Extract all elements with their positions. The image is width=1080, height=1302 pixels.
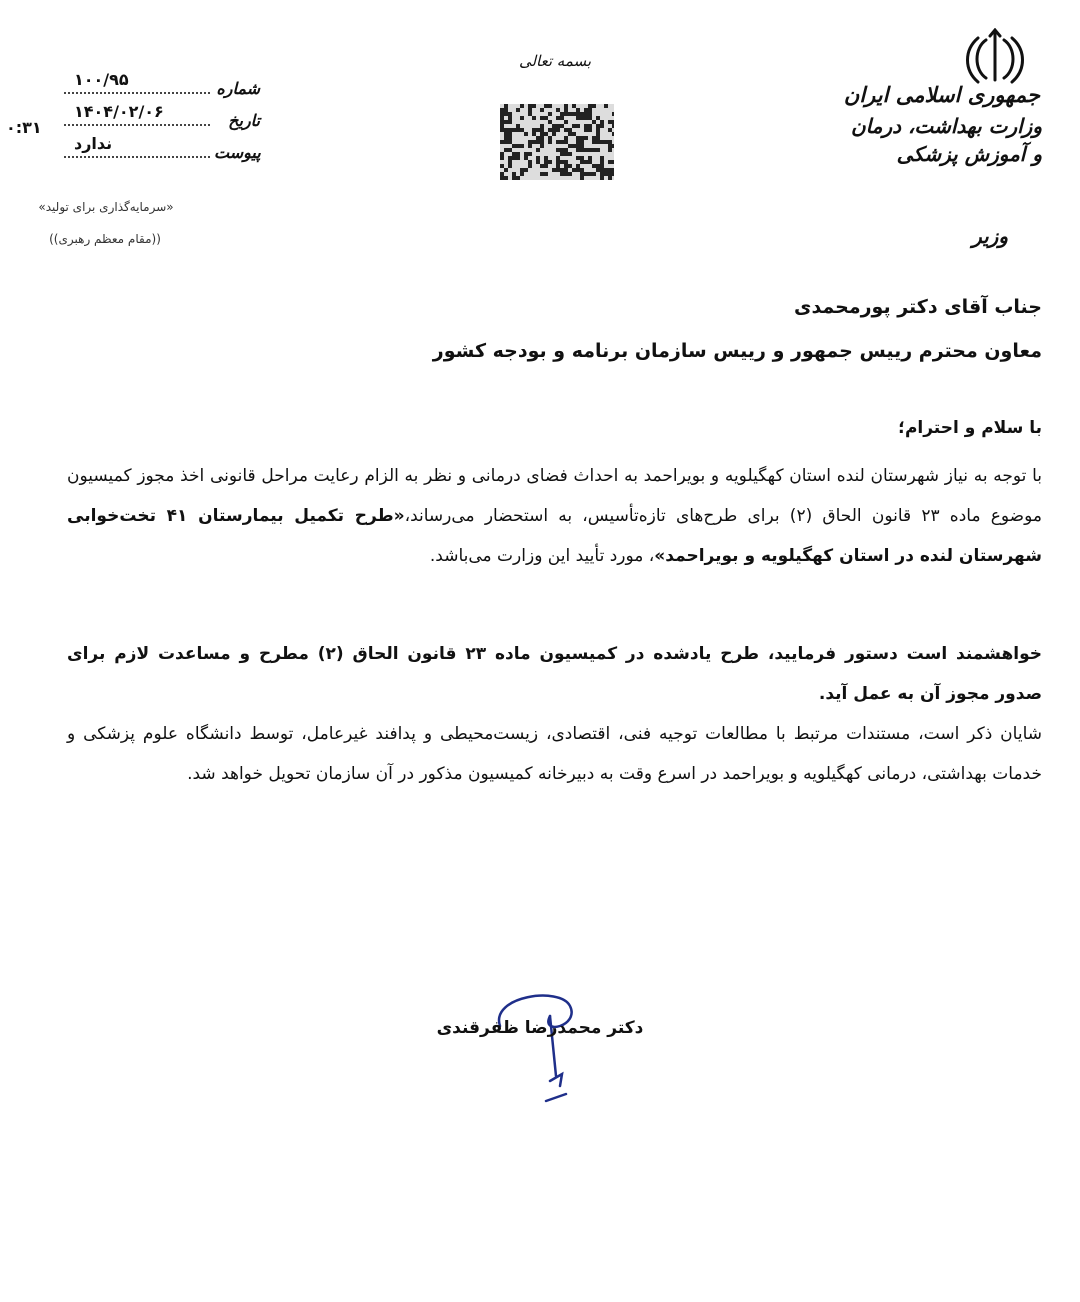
- ministry-name: وزارت بهداشت، درمان و آموزش پزشکی: [850, 114, 1042, 166]
- paragraph-1: [67, 456, 1042, 576]
- iran-emblem-icon: [960, 28, 1030, 88]
- greeting: با سلام و احترام؛: [898, 418, 1042, 438]
- number-label: شماره: [216, 79, 260, 98]
- slogan-source: ((مقام معظم رهبری)): [49, 232, 161, 246]
- invocation: بسمه تعالی: [518, 52, 592, 70]
- paragraph-1-intro: با توجه به نیاز شهرستان لنده استان کهگیلویه و بویراحمد به احداث فضای درمانی و نظر به الزام رعایت مراحل قانونی اخذ مجوز کمیسیون موضوع ماده ۲۳ قانون الحاق (۲) برای طرح‌های تازه‌تأسیس، به استحضار می‌رساند،: [67, 466, 1043, 526]
- date-label: تاریخ: [228, 111, 260, 130]
- qr-code-icon: [500, 104, 614, 180]
- date-field: [60, 102, 260, 136]
- recipient-title: معاون محترم رییس جمهور و رییس سازمان برنامه و بودجه کشور: [432, 340, 1042, 362]
- office-title: وزیر: [972, 224, 1008, 248]
- attachment-label: پیوست: [214, 143, 261, 162]
- time-value: ۰:۳۱: [6, 118, 42, 137]
- attachment-value: ندارد: [74, 134, 113, 153]
- country-name: جمهوری اسلامی ایران: [843, 82, 1040, 107]
- number-value: ۱۰۰/۹۵: [74, 70, 129, 89]
- attachment-field: [60, 134, 261, 168]
- date-value: ۱۴۰۴/۰۲/۰۶: [74, 102, 164, 121]
- paragraph-2: خواهشمند است دستور فرمایید، طرح یادشده در کمیسیون ماده ۲۳ قانون الحاق (۲) مطرح و مساعدت لازم برای صدور مجوز آن به عمل آید.: [67, 644, 1043, 704]
- project-title: «طرح تکمیل بیمارستان ۴۱ تخت‌خوابی شهرستان لنده در استان کهگیلویه و بویراحمد»: [67, 506, 1042, 566]
- recipient-name: جناب آقای دکتر پورمحمدی: [794, 296, 1042, 318]
- signer-name: دکتر محمدرضا ظفرقندی: [436, 1018, 644, 1038]
- paragraph-3: شایان ذکر است، مستندات مرتبط با مطالعات توجیه فنی، اقتصادی، زیست‌محیطی و پدافند غیرعامل، توسط دانشگاه علوم پزشکی و خدمات بهداشتی، درمانی کهگیلویه و بویراحمد در اسرع وقت به دبیرخانه کمیسیون مذکور در آن سازمان تحویل خواهد شد.: [67, 724, 1042, 784]
- slogan: «سرمایه‌گذاری برای تولید»: [38, 200, 174, 214]
- paragraph-1-end: ، مورد تأیید این وزارت می‌باشد.: [429, 546, 655, 566]
- number-field: [60, 70, 260, 104]
- handwritten-signature: [470, 986, 610, 1116]
